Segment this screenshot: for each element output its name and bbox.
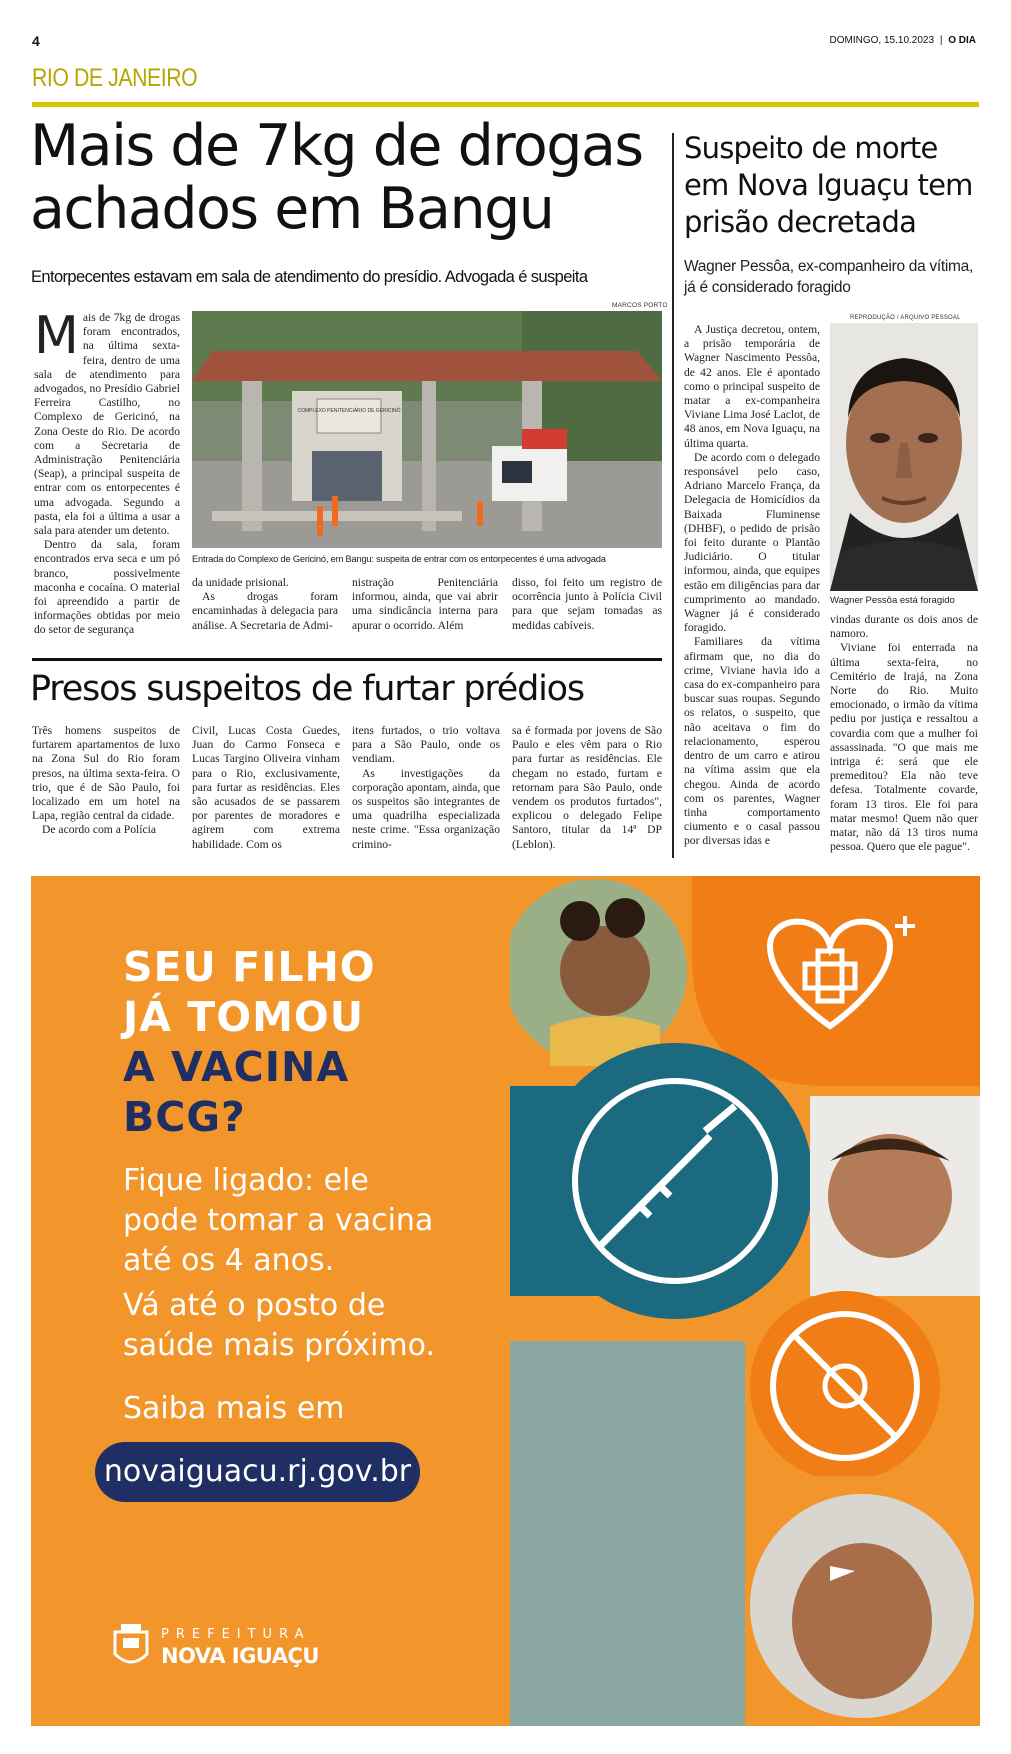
- ad-body1-line1: Fique ligado: ele: [123, 1163, 369, 1198]
- story3-headline: [684, 130, 984, 241]
- story2-col3-p2: As investigações da corporação apontam, ainda, que os suspeitos são integrantes de uma quadrilha especializada neste crime. "Essa organização crimino-: [352, 766, 500, 851]
- newspaper-name: O DIA: [948, 35, 976, 46]
- story1-col2-p1: da unidade prisional.: [192, 576, 289, 589]
- story3-headline-line3: prisão decretada: [684, 205, 917, 239]
- story1-headline-line1: Mais de 7kg de drogas: [30, 113, 643, 179]
- story-divider: [32, 658, 662, 661]
- ad-title-line2: JÁ TOMOU: [123, 993, 365, 1041]
- story2-col1-p1: Três homens suspeitos de furtarem apartamentos de luxo na Zona Sul do Rio foram presos, na última sexta-feira. O trio, que é de São Paulo, foi localizado em um hotel na Lapa, região central da cidade.: [32, 724, 180, 823]
- story3-headline-line1: Suspeito de morte: [684, 131, 938, 165]
- prefeitura-logo: [111, 1624, 331, 1674]
- section-label: RIO DE JANEIRO: [32, 64, 198, 92]
- ad-title: [123, 942, 376, 1142]
- ad-body1-line2: pode tomar a vacina: [123, 1203, 434, 1238]
- story1-column-3: [352, 576, 498, 633]
- story2-col2-p1: Civil, Lucas Costa Guedes, Juan do Carmo Fonseca e Lucas Targino Oliveira vinham para o Rio, exclusivamente, para furtar as residências. Eles são acusados de se passarem por parentes de moradores e agirem com extrema habilidade. Com os: [192, 724, 340, 851]
- ad-body1-line3: até os 4 anos.: [123, 1243, 335, 1278]
- date-separator: |: [939, 35, 943, 46]
- drop-cap: M: [34, 306, 79, 366]
- story1-col1-p2: Dentro da sala, foram encontrados erva seca e um pó branco, possivelmente maconha e cocaína. O material foi apreendido a partir de informações obtidas por meio do setor de segurança: [34, 538, 180, 637]
- ad-title-line4: BCG?: [123, 1093, 246, 1141]
- ad-graphic-grid: [510, 876, 980, 1726]
- prison-entrance-image: [192, 311, 662, 548]
- ad-more: Saiba mais em: [123, 1391, 345, 1426]
- story1-column-2: [192, 576, 338, 633]
- story3-photo-caption: Wagner Pessôa está foragido: [830, 595, 955, 606]
- story2-column-1: [32, 724, 180, 838]
- story3-col2-p1: vindas durante os dois anos de namoro.: [830, 613, 978, 641]
- photo-sign-text: COMPLEXO PENITENCIÁRIO DE GERICINÓ: [297, 408, 401, 414]
- story1-subhead: Entorpecentes estavam em sala de atendimento do presídio. Advogada é suspeita: [31, 268, 588, 286]
- suspect-portrait-image: [830, 323, 978, 591]
- story2-column-2: [192, 724, 340, 852]
- story3-column-1: [684, 323, 820, 849]
- vaccine-ad[interactable]: [31, 876, 980, 1726]
- ad-title-line3: A VACINA: [123, 1043, 350, 1091]
- ad-body2-line1: Vá até o posto de: [123, 1288, 386, 1323]
- story2-headline: Presos suspeitos de furtar prédios: [30, 669, 584, 709]
- story1-col2-p2: As drogas foram encaminhadas à delegacia para análise. A Secretaria de Admi-: [192, 590, 338, 632]
- story2-column-3: [352, 724, 500, 852]
- logo-bottom-text: NOVA IGUAÇU: [161, 1644, 319, 1668]
- story2-col4-p1: sa é formada por jovens de São Paulo e eles vêm para o Rio para furtar as residências. Ele chegam no estado, furtam e retornam para São Paulo, onde vendem os produtos furtados", explicou o delegado Felipe Santoro, titular da 14ª DP (Leblon).: [512, 724, 662, 851]
- column-divider: [672, 133, 674, 858]
- story2-column-4: [512, 724, 662, 852]
- story1-column-4: [512, 576, 662, 633]
- section-rule: [32, 102, 979, 107]
- story3-col1-p1: A Justiça decretou, ontem, a prisão temporária de Wagner Nascimento Pessôa, de 42 anos. Ele é apontado como o principal suspeito de matar a ex-companheira Viviane Lima José Laclot, de 48 anos, em Nova Iguaçu, na última quarta.: [684, 323, 820, 450]
- story1-headline-line2: achados em Bangu: [30, 176, 554, 242]
- page-number: 4: [32, 33, 40, 49]
- story3-photo-credit: REPRODUÇÃO / ARQUIVO PESSOAL: [850, 315, 961, 321]
- story3-photo: [830, 323, 978, 591]
- ad-title-line1: SEU FILHO: [123, 943, 376, 991]
- story3-col1-p2: De acordo com o delegado responsável pelo caso, Adriano Marcelo França, da Delegacia de Homicídios da Baixada Fluminense (DHBF), o pedido de prisão foi feito durante o Plantão Judiciário. O titular informou, ainda, que equipes estão em diligências para dar cumprimento ao mandado. Wagner já é considerado foragido.: [684, 450, 820, 635]
- story3-column-2: [830, 613, 978, 854]
- story3-subhead: Wagner Pessôa, ex-companheiro da vítima, já é considerado foragido: [684, 258, 973, 296]
- story1-headline: [30, 115, 670, 241]
- logo-top-text: PREFEITURA: [161, 1627, 311, 1642]
- date-text: DOMINGO, 15.10.2023: [829, 35, 935, 46]
- story1-photo-credit: MARCOS PORTO: [612, 302, 668, 309]
- story3-col1-p3: Familiares da vítima afirmam que, no dia do crime, Viviane havia ido a casa do ex-companheiro para buscar suas roupas. Segundo os relatos, o suspeito, que não aceitava o fim do relacionamento, esperou dentro de um carro e atirou na vítima assim que ela chegou. Ainda de acordo com os parentes, Wagner tinha comportamento ciumento e o casal passou por diversas idas e: [684, 635, 820, 848]
- ad-body-1: [123, 1161, 433, 1281]
- story1-col4-p1: disso, foi feito um registro de ocorrência junto à Polícia Civil para que sejam tomadas as medidas cabíveis.: [512, 576, 662, 632]
- story1-col3-p1: nistração Penitenciária informou, ainda, que vai abrir uma sindicância interna para apurar o ocorrido. Além: [352, 576, 498, 632]
- story3-col2-p2: Viviane foi enterrada na última sexta-feira, no Cemitério de Irajá, na Zona Norte do Rio. Muito emocionado, o irmão da vítima pediu por justiça e ressaltou a covardia com que a mulher foi assassinada. "O que mais me intriga é: será que ele premeditou? Ela não teve defesa. Totalmente covarde, foram 13 tiros. Ele foi para matar mesmo! Quem não quer matar, não dá 13 tiros numa pessoa. Quero que ele pague".: [830, 641, 978, 854]
- coat-of-arms-icon: [111, 1624, 151, 1670]
- masthead-date: [830, 35, 976, 46]
- story3-headline-line2: em Nova Iguaçu tem: [684, 168, 973, 202]
- story2-col1-p2: De acordo com a Polícia: [42, 823, 156, 837]
- ad-body-2: [123, 1286, 435, 1366]
- story1-col1-p1: ais de 7kg de drogas foram encontrados, na última sexta-feira, dentro de uma sala de atendimento para advogados, no Presídio Gabriel Ferreira Castilho, no Complexo de Gericinó, na Zona Oeste do Rio. De acordo com a Secretaria de Administração Penitenciária (Seap), a principal suspeita de entrar com os entorpecentes é uma advogada. Segundo a pasta, ela foi a última a usar a sala para atender um detento.: [34, 311, 180, 538]
- story2-col3-p1: itens furtados, o trio voltava para a São Paulo, onde os vendiam.: [352, 724, 500, 766]
- ad-url-button[interactable]: novaiguacu.rj.gov.br: [95, 1442, 420, 1502]
- ad-body2-line2: saúde mais próximo.: [123, 1328, 435, 1363]
- story1-photo-caption: Entrada do Complexo de Gericinó, em Bangu: suspeita de entrar com os entorpecentes é uma advogada: [192, 554, 606, 564]
- story1-photo: [192, 311, 662, 548]
- story1-column-1: [34, 306, 180, 638]
